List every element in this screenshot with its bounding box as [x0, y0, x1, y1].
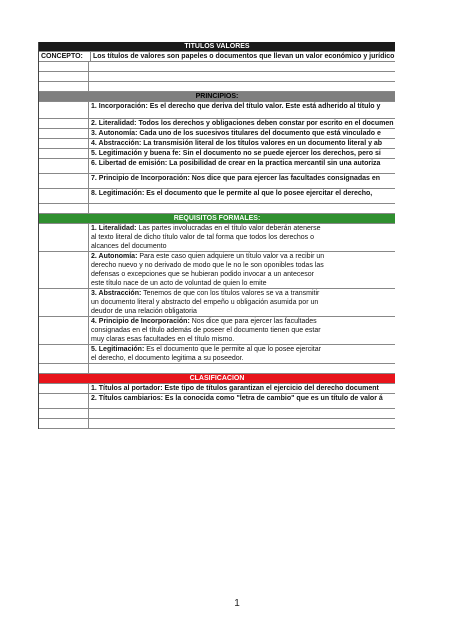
requisito-item: [89, 317, 395, 344]
clasificacion-row: [39, 384, 395, 394]
principios-header: [39, 92, 395, 102]
requisito-text: Para este caso quien adquiere un título valor va a recibir un derecho nuevo y no derivado de modo que le no le son oponibles todas las defensas o excepciones que se hubieran podido invocar a un antecesor este título nace de un acto de voluntad de quien lo emite: [91, 253, 325, 287]
principio-row: [39, 102, 395, 119]
blank-row: [39, 62, 395, 72]
principio-row: [39, 119, 395, 129]
clasificacion-row: [39, 394, 395, 409]
principio-row: [39, 139, 395, 149]
principio-item: 2. Literalidad: Todos los derechos y obligaciones deben constar por escrito en el documen: [91, 120, 394, 127]
requisito-term: 5. Legitimación:: [91, 346, 145, 353]
principio-item: 1. Incorporación: Es el derecho que deriva del título valor. Este está adherido al título y: [91, 103, 381, 110]
requisito-row: [39, 224, 395, 252]
clasificacion-item: 2. Títulos cambiarios: Es la conocida como "letra de cambio" que es un título de valor á: [91, 395, 383, 402]
requisito-term: 3. Abstracción:: [91, 290, 142, 297]
requisito-row: [39, 252, 395, 289]
title-text: TITULOS VALORES: [184, 43, 250, 50]
concept-label: CONCEPTO:: [39, 52, 91, 61]
requisito-item: [89, 252, 395, 288]
title-header: [39, 42, 395, 52]
blank-row: [39, 364, 395, 374]
principio-item: 7. Principio de Incorporación: Nos dice que para ejercer las facultades consignadas en: [91, 175, 381, 182]
requisito-term: 4. Principio de Incorporación:: [91, 318, 190, 325]
blank-row: [39, 419, 395, 429]
concept-row: [39, 52, 395, 62]
requisito-term: 2. Autonomía:: [91, 253, 138, 260]
blank-row: [39, 72, 395, 82]
requisito-row: [39, 289, 395, 317]
requisitos-header: [39, 214, 395, 224]
blank-row: [39, 82, 395, 92]
requisito-text: Nos dice que para ejercer las facultades consignadas en el título además de poseer el documento tienen que estar muy claras esas facultades en el título mismo.: [91, 318, 321, 343]
principio-item: 8. Legitimación: Es el documento que le permite al que lo posee ejercitar el derecho,: [91, 190, 373, 197]
requisito-row: [39, 317, 395, 345]
principio-row: [39, 149, 395, 159]
principio-item: 4. Abstracción: La transmisión literal de los títulos valores en un documento literal y ab: [91, 140, 383, 147]
principio-item: 6. Libertad de emisión: La posibilidad de crear en la practica mercantil sin una autoriza: [91, 160, 381, 167]
principio-item: 3. Autonomía: Cada uno de los sucesivos titulares del documento que está vinculado e: [91, 130, 381, 137]
clasificacion-header: [39, 374, 395, 384]
requisito-item: [89, 345, 395, 363]
requisito-row: [39, 345, 395, 364]
page-number: 1: [234, 598, 240, 609]
requisito-term: 1. Literalidad:: [91, 225, 137, 232]
requisito-text: Las partes involucradas en el título valor deberán atenerse al texto literal de dicho título valor de tal forma que todos los derechos o alcances del documento: [91, 225, 321, 250]
concept-text: Los títulos de valores son papeles o documentos que llevan un valor económico y jurídico: [93, 53, 395, 60]
principio-item: 5. Legitimación y buena fe: Sin el documento no se puede ejercer los derechos, pero si: [91, 150, 381, 157]
principio-row: [39, 189, 395, 204]
principio-row: [39, 129, 395, 139]
requisito-text: Tenemos de que con los títulos valores se va a transmitir un documento literal y abstracto del empeño u obligación asumida por un deudor de una relación obligatoria: [91, 290, 320, 315]
requisito-item: [89, 289, 395, 316]
clasificacion-header-text: CLASIFICACION: [189, 375, 245, 382]
principios-header-text: PRINCIPIOS:: [195, 93, 239, 100]
blank-row: [39, 409, 395, 419]
requisito-text: Es el documento que le permite al que lo posee ejercitar el derecho, el documento legitima a su poseedor.: [91, 346, 321, 362]
spreadsheet: [38, 42, 395, 429]
principio-row: [39, 174, 395, 189]
blank-row: [39, 204, 395, 214]
clasificacion-item: 1. Títulos al portador: Este tipo de títulos garantizan el ejercicio del derecho document: [91, 385, 379, 392]
requisitos-header-text: REQUISITOS FORMALES:: [173, 215, 261, 222]
principio-row: [39, 159, 395, 174]
requisito-item: [89, 224, 395, 251]
